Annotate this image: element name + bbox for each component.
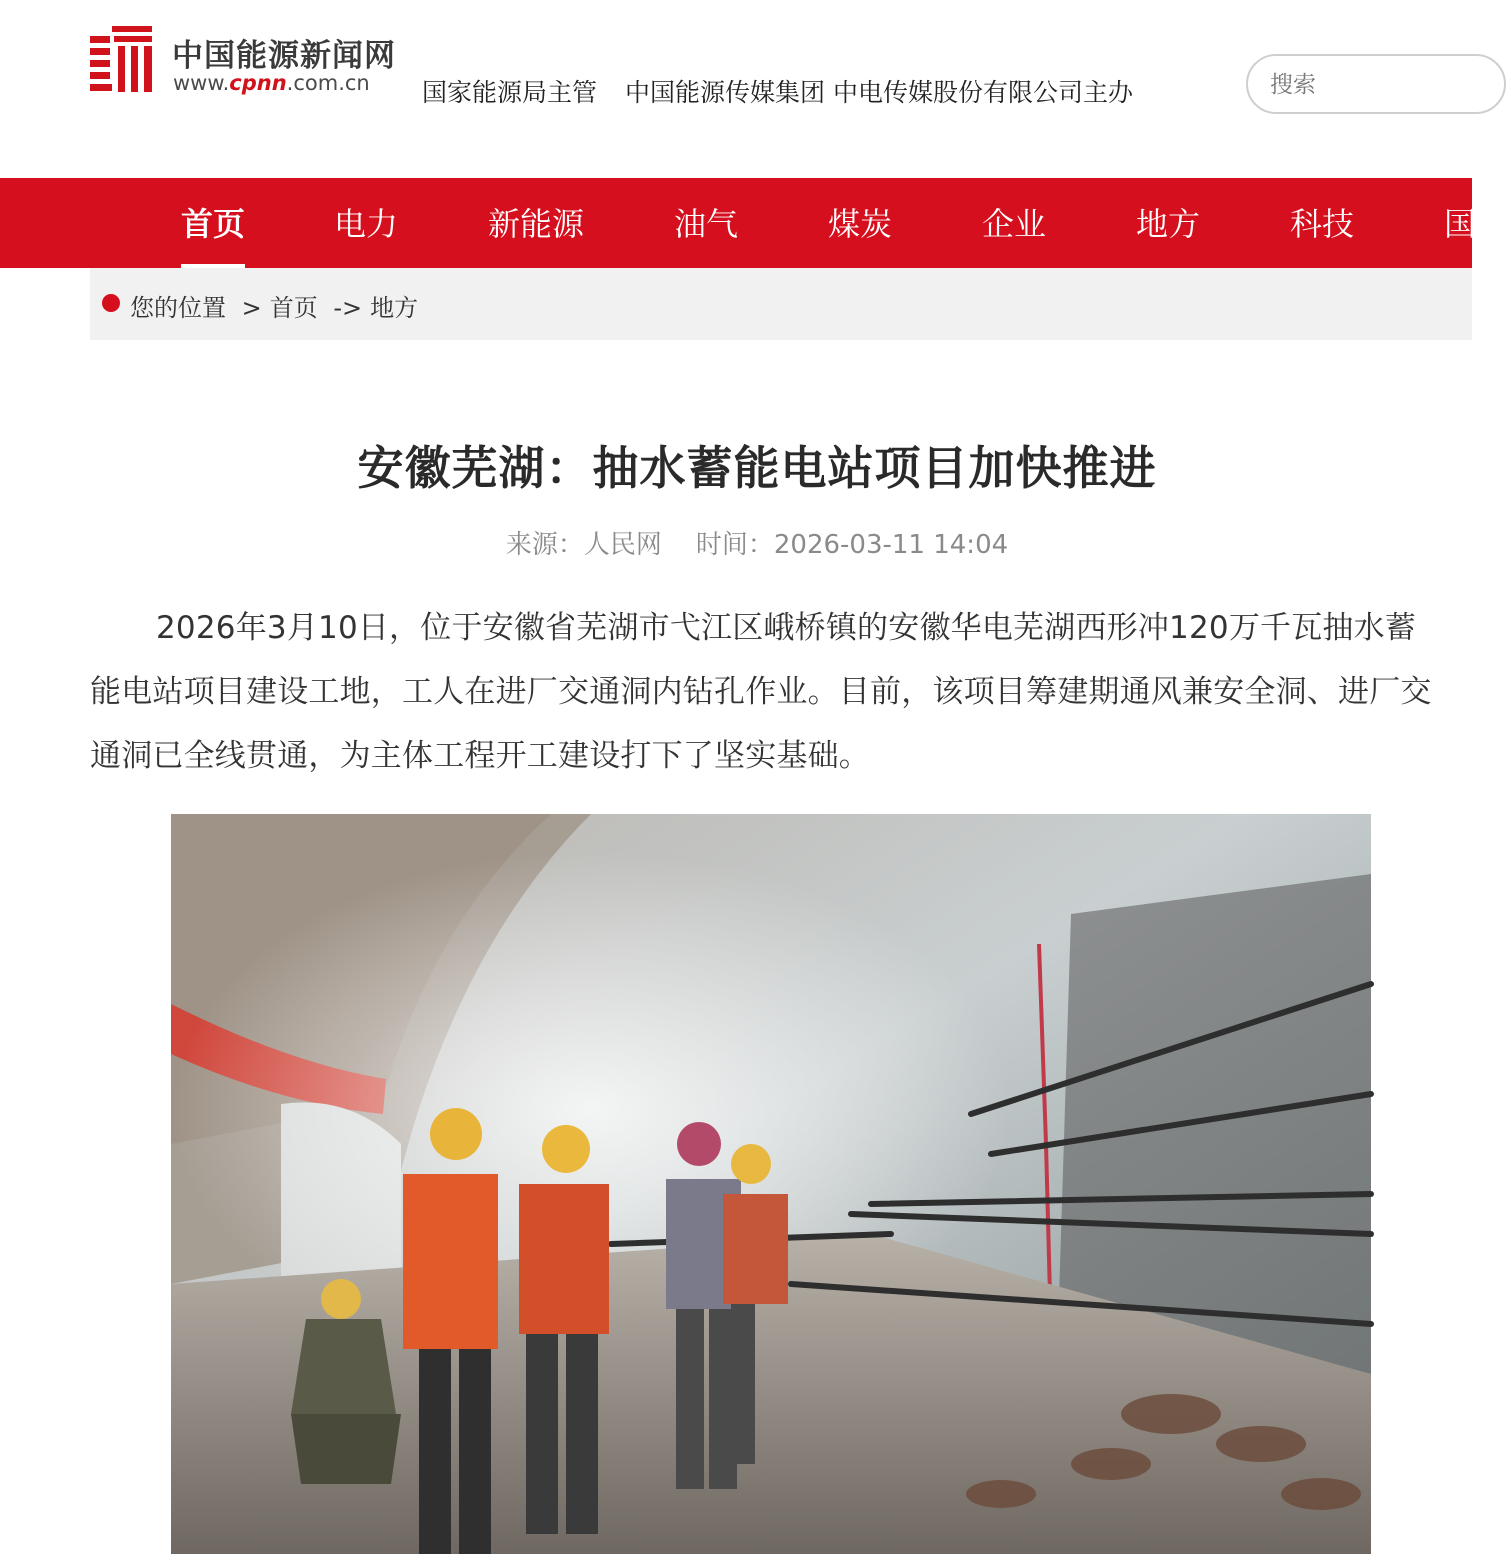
breadcrumb	[90, 268, 1472, 340]
tunnel-workers-photo	[171, 814, 1371, 1554]
search-input[interactable]	[1268, 66, 1472, 104]
site-logo[interactable]	[90, 26, 410, 98]
nav-item-power[interactable]: 电力	[334, 205, 399, 243]
breadcrumb-separator: >	[241, 294, 262, 322]
article-meta	[90, 524, 1424, 561]
nav-item-new-energy[interactable]: 新能源	[488, 205, 585, 243]
article-time: 时间：2026-03-11 14:04	[695, 530, 1009, 560]
nav-item-oil-gas[interactable]: 油气	[674, 205, 739, 243]
location-dot-icon	[102, 294, 120, 312]
article-source: 来源：人民网	[505, 530, 662, 560]
logo-url-prefix: www.	[173, 71, 230, 95]
cpnn-logo-icon	[90, 26, 154, 92]
breadcrumb-current-link[interactable]: 地方	[370, 294, 419, 322]
nav-item-local[interactable]: 地方	[1136, 205, 1201, 243]
logo-url-suffix: .com.cn	[286, 71, 370, 95]
breadcrumb-label: 您的位置	[130, 294, 226, 322]
breadcrumb-separator: ->	[333, 294, 363, 322]
tagline-supervisor: 国家能源局主管	[422, 78, 598, 107]
nav-item-tech[interactable]: 科技	[1290, 205, 1355, 243]
article-title: 安徽芜湖：抽水蓄能电站项目加快推进	[357, 441, 1157, 495]
article-paragraph: 2026年3月10日，位于安徽省芜湖市弋江区峨桥镇的安徽华电芜湖西形冲120万千瓦抽水蓄能电站项目建设工地，工人在进厂交通洞内钻孔作业。目前，该项目筹建期通风兼安全洞、进厂交通洞已全线贯通，为主体工程开工建设打下了坚实基础。	[90, 610, 1432, 774]
article-photo	[171, 814, 1371, 1554]
header-tagline	[422, 73, 1161, 109]
site-header	[0, 0, 1472, 178]
breadcrumb-home-link[interactable]: 首页	[269, 294, 318, 322]
nav-item-enterprise[interactable]: 企业	[982, 205, 1047, 243]
logo-site-url	[173, 71, 370, 95]
tagline-organizer: 中国能源传媒集团 中电传媒股份有限公司主办	[625, 78, 1133, 107]
logo-url-brand: cpnn	[229, 71, 287, 95]
nav-item-home[interactable]: 首页	[181, 178, 245, 268]
breadcrumb-path	[130, 288, 418, 323]
main-nav	[0, 178, 1477, 268]
search-box[interactable]	[1246, 54, 1506, 114]
nav-item-coal[interactable]: 煤炭	[828, 205, 893, 243]
logo-site-name: 中国能源新闻网	[172, 38, 396, 74]
nav-item-international[interactable]: 国	[1444, 205, 1477, 243]
